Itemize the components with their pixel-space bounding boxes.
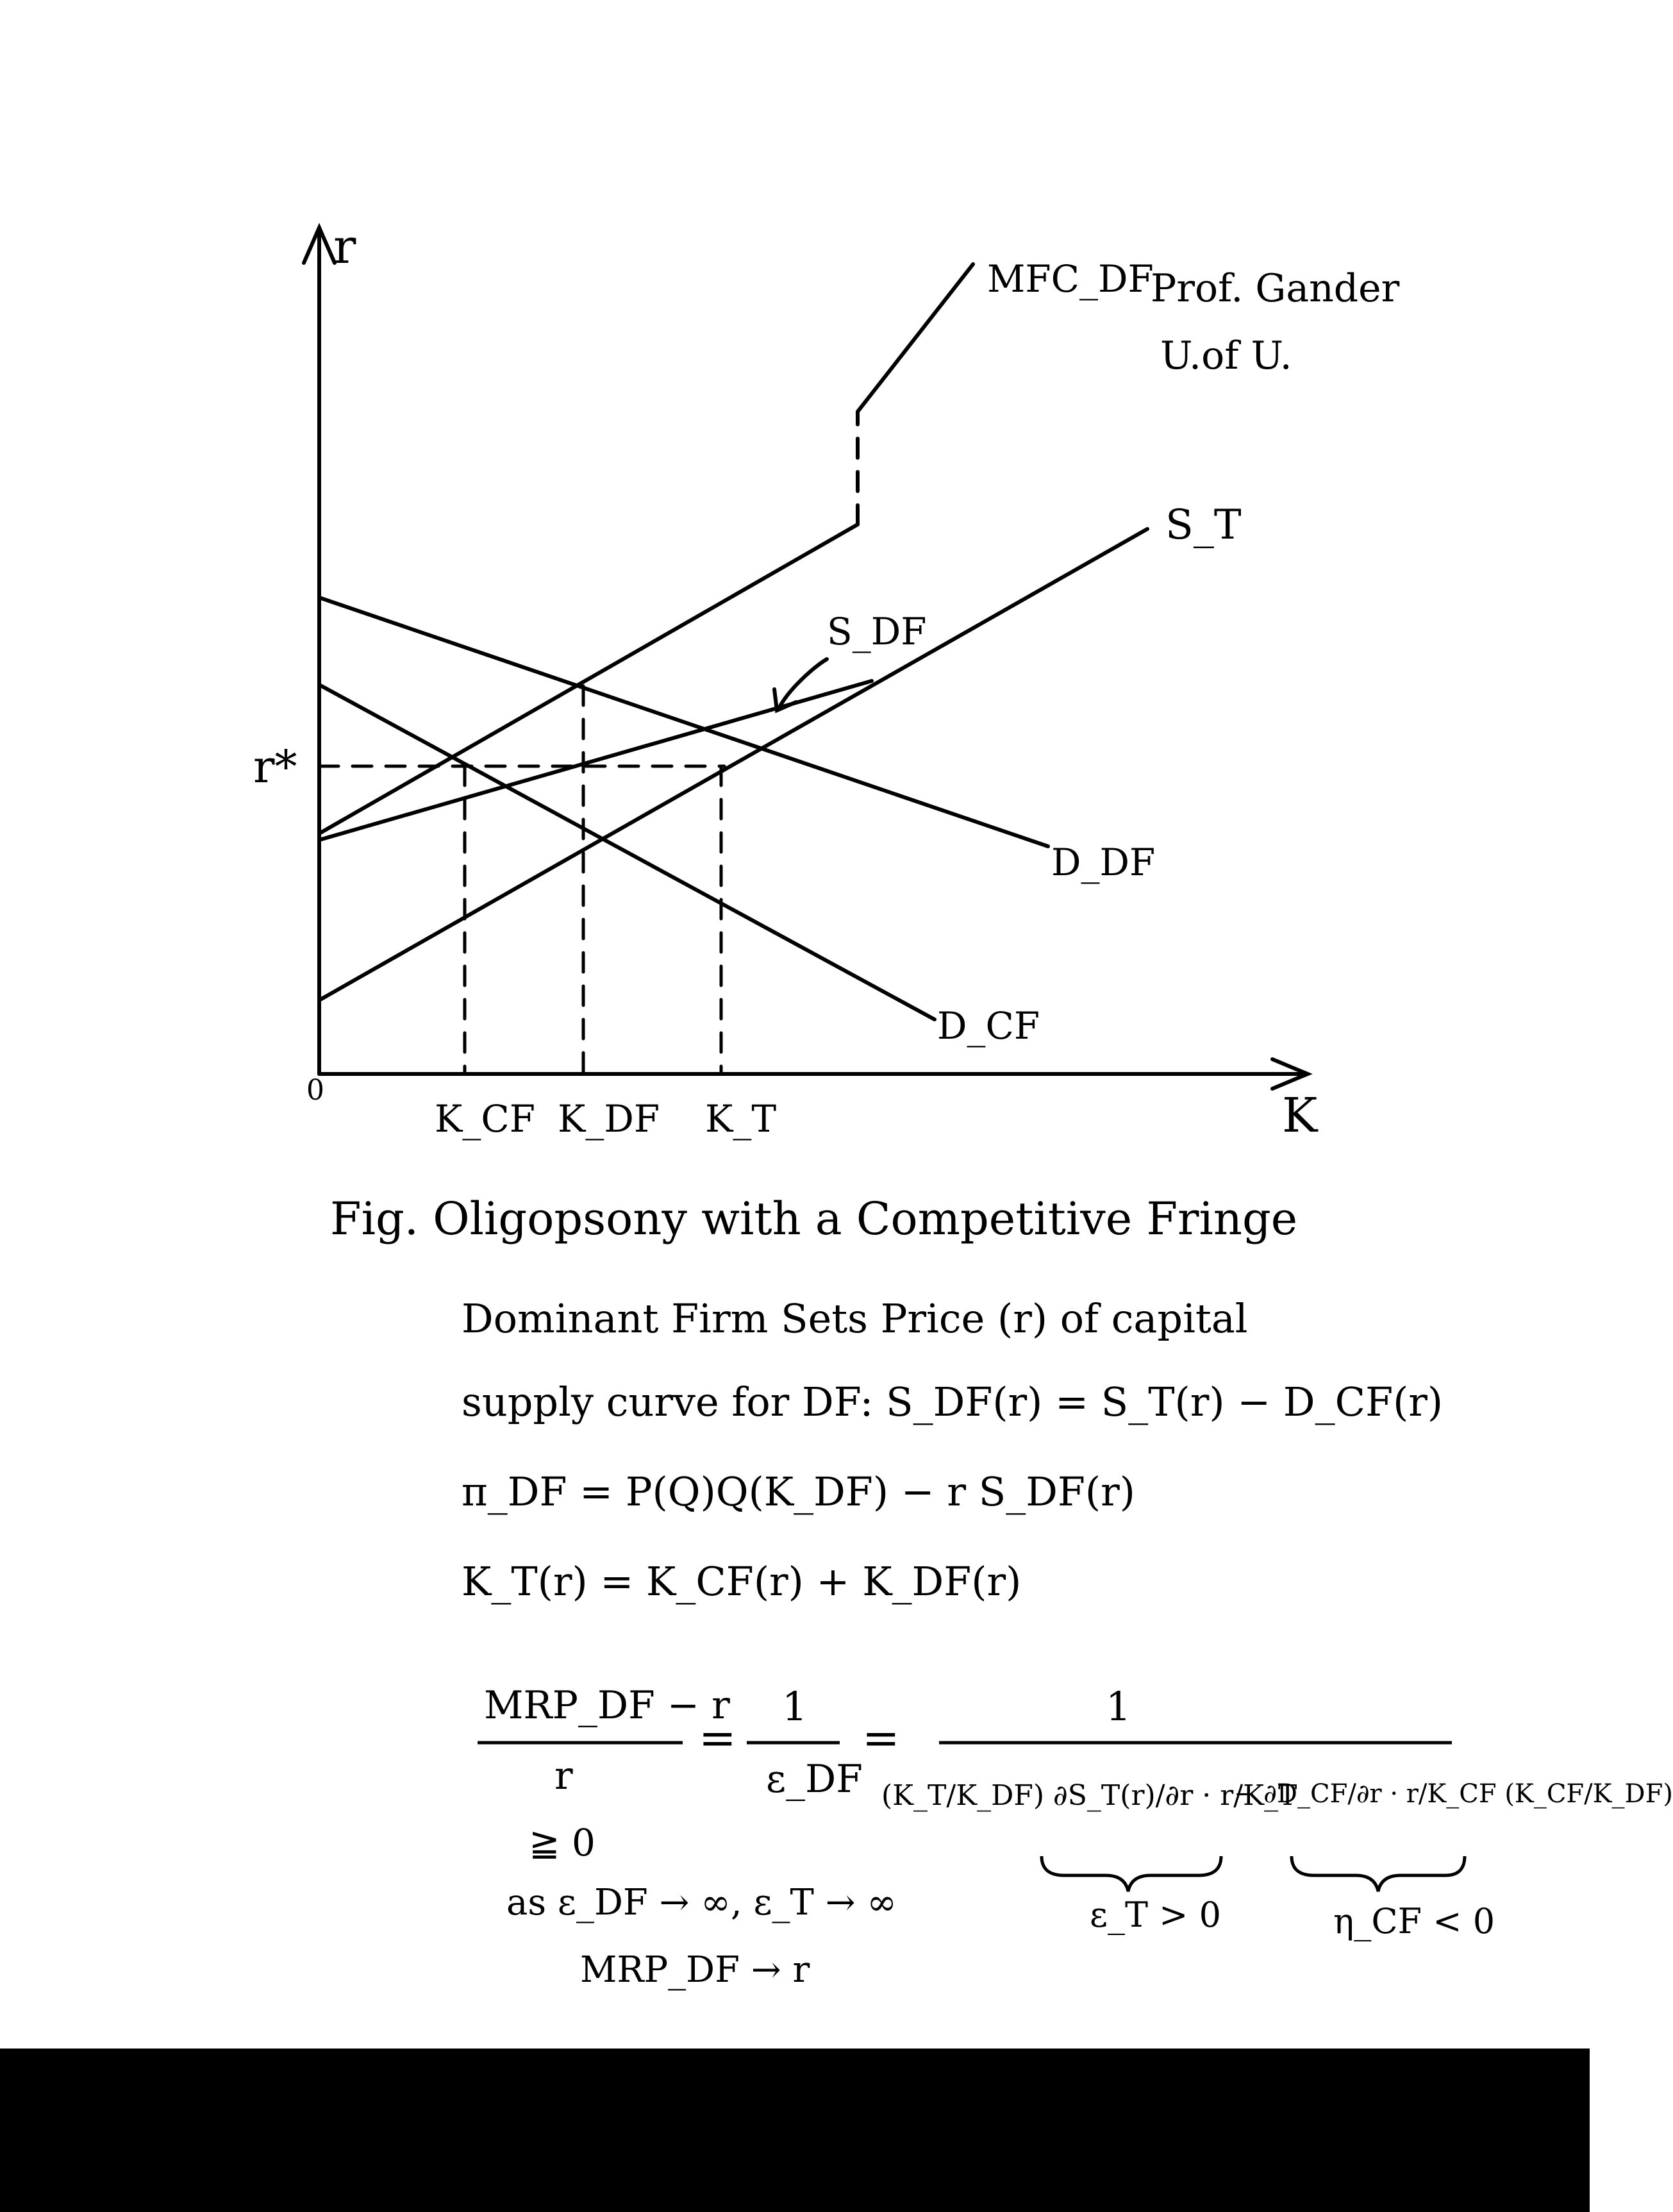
lhs-denominator: r <box>554 1754 573 1798</box>
d-df-label: D_DF <box>1051 841 1156 884</box>
rhs-denominator-a: (K_T/K_DF) ∂S_T(r)/∂r · r/K_T <box>881 1779 1297 1812</box>
text-line-2: supply curve for DF: S_DF(r) = S_T(r) − D_CF(r) <box>462 1378 1444 1425</box>
s-df-label: S_DF <box>827 610 927 653</box>
brace-a-label: ε_T > 0 <box>1090 1895 1221 1935</box>
d-cf-label: D_CF <box>937 1004 1040 1048</box>
brace-b <box>1292 1856 1465 1891</box>
ge-zero: ≧ 0 <box>529 1821 595 1864</box>
mid-numerator: 1 <box>782 1683 808 1730</box>
as-line: as ε_DF → ∞, ε_T → ∞ <box>506 1882 897 1923</box>
origin-label: 0 <box>306 1074 324 1107</box>
brace-a <box>1042 1856 1221 1891</box>
r-star-label: r* <box>253 741 297 793</box>
brace-b-label: η_CF < 0 <box>1333 1901 1495 1941</box>
x-axis-label: K <box>1282 1088 1318 1143</box>
figure-caption: Fig. Oligopsony with a Competitive Fringe <box>330 1193 1298 1245</box>
mid-denominator: ε_DF <box>766 1757 863 1802</box>
s-t-label: S_T <box>1165 501 1242 549</box>
rhs-denominator-b: − ∂D_CF/∂r · r/K_CF (K_CF/K_DF) <box>1234 1779 1673 1809</box>
k-df-label: K_DF <box>558 1097 660 1141</box>
k-t-label: K_T <box>705 1097 777 1141</box>
equals-2: = <box>862 1712 900 1764</box>
scan-bottom-border <box>0 2049 1590 2212</box>
lhs-numerator: MRP_DF − r <box>484 1683 730 1728</box>
author-name: Prof. Gander <box>1151 266 1400 311</box>
mfc-df-label: MFC_DF <box>987 257 1154 301</box>
text-line-1: Dominant Firm Sets Price (r) of capital <box>462 1295 1248 1342</box>
text-line-3: π_DF = P(Q)Q(K_DF) − r S_DF(r) <box>462 1468 1135 1515</box>
equals-1: = <box>699 1712 737 1764</box>
rhs-numerator: 1 <box>1106 1683 1131 1730</box>
y-axis-label: r <box>333 219 356 274</box>
k-cf-label: K_CF <box>435 1097 535 1141</box>
author-affiliation: U.of U. <box>1160 333 1292 378</box>
text-line-4: K_T(r) = K_CF(r) + K_DF(r) <box>462 1558 1022 1605</box>
limit-line: MRP_DF → r <box>580 1949 810 1991</box>
